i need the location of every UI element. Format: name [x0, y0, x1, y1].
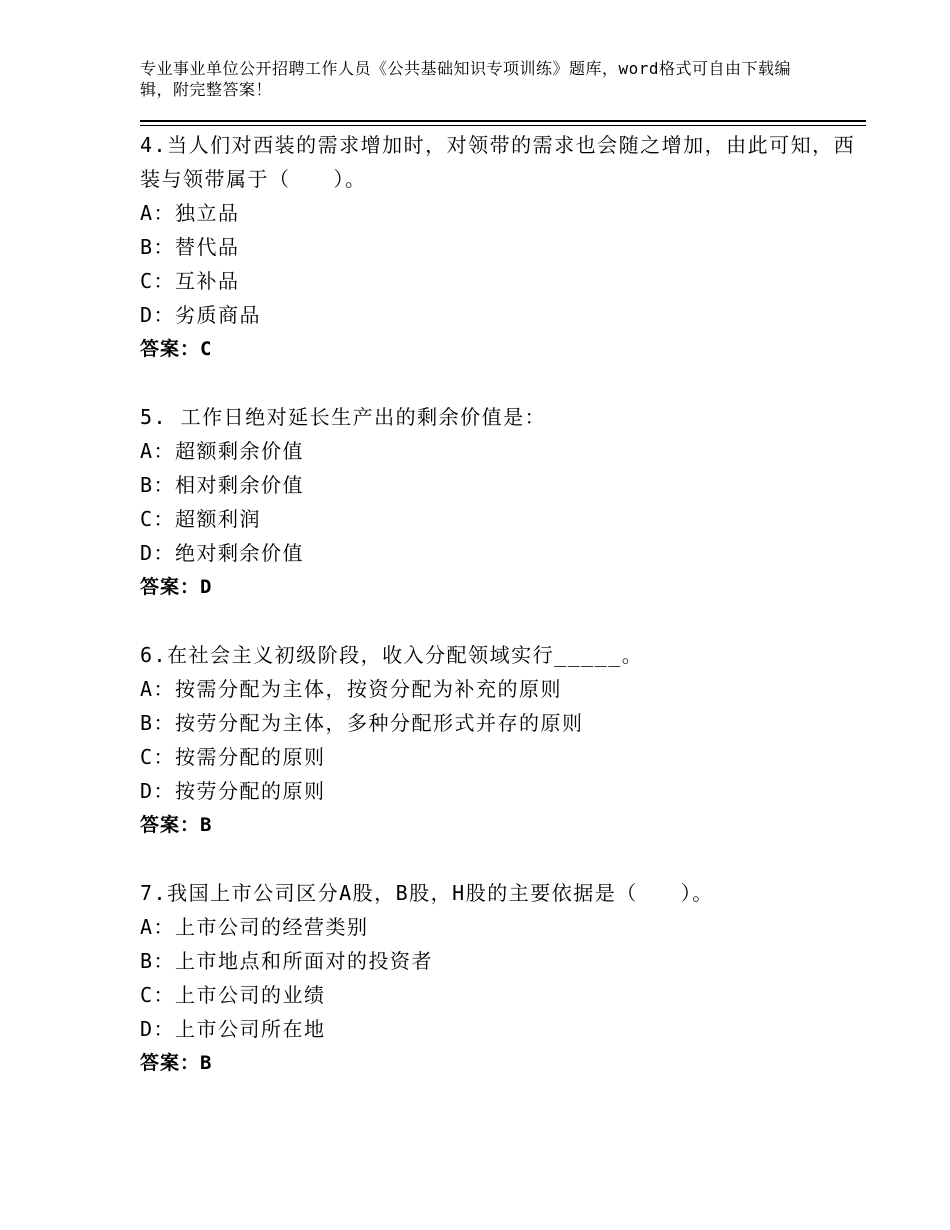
- option-d: D：上市公司所在地: [140, 1017, 326, 1041]
- question-list: [140, 128, 860, 1114]
- answer-label: 答案：C: [140, 338, 213, 360]
- page-header: 专业事业单位公开招聘工作人员《公共基础知识专项训练》题库，word格式可自由下载编辑，附完整答案！: [140, 59, 792, 99]
- answer-label: 答案：B: [140, 814, 213, 836]
- option-b: B：相对剩余价值: [140, 473, 305, 497]
- option-b: B：按劳分配为主体，多种分配形式并存的原则: [140, 711, 584, 735]
- question-5: [140, 400, 860, 604]
- question-stem: 6.在社会主义初级阶段，收入分配领域实行_____。: [140, 643, 644, 667]
- question-7: [140, 876, 860, 1080]
- option-d: D：按劳分配的原则: [140, 779, 326, 803]
- option-a: A：超额剩余价值: [140, 439, 305, 463]
- option-d: D：绝对剩余价值: [140, 541, 305, 565]
- option-c: C：超额利润: [140, 507, 262, 531]
- option-a: A：按需分配为主体，按资分配为补充的原则: [140, 677, 563, 701]
- question-stem: 4.当人们对西装的需求增加时，对领带的需求也会随之增加，由此可知，西装与领带属于（ ）。: [140, 133, 856, 191]
- question-stem: 5. 工作日绝对延长生产出的剩余价值是：: [140, 405, 547, 429]
- answer-label: 答案：D: [140, 576, 213, 598]
- option-b: B：上市地点和所面对的投资者: [140, 949, 434, 973]
- option-c: C：互补品: [140, 269, 240, 293]
- option-b: B：替代品: [140, 235, 240, 259]
- option-d: D：劣质商品: [140, 303, 262, 327]
- header-divider-thin: [140, 125, 866, 126]
- option-c: C：按需分配的原则: [140, 745, 326, 769]
- answer-label: 答案：B: [140, 1052, 213, 1074]
- option-a: A：上市公司的经营类别: [140, 915, 369, 939]
- question-4: [140, 128, 860, 366]
- question-6: [140, 638, 860, 842]
- option-a: A：独立品: [140, 201, 240, 225]
- option-c: C：上市公司的业绩: [140, 983, 326, 1007]
- question-stem: 7.我国上市公司区分A股，B股，H股的主要依据是（ ）。: [140, 881, 714, 905]
- header-divider-thick: [140, 120, 866, 122]
